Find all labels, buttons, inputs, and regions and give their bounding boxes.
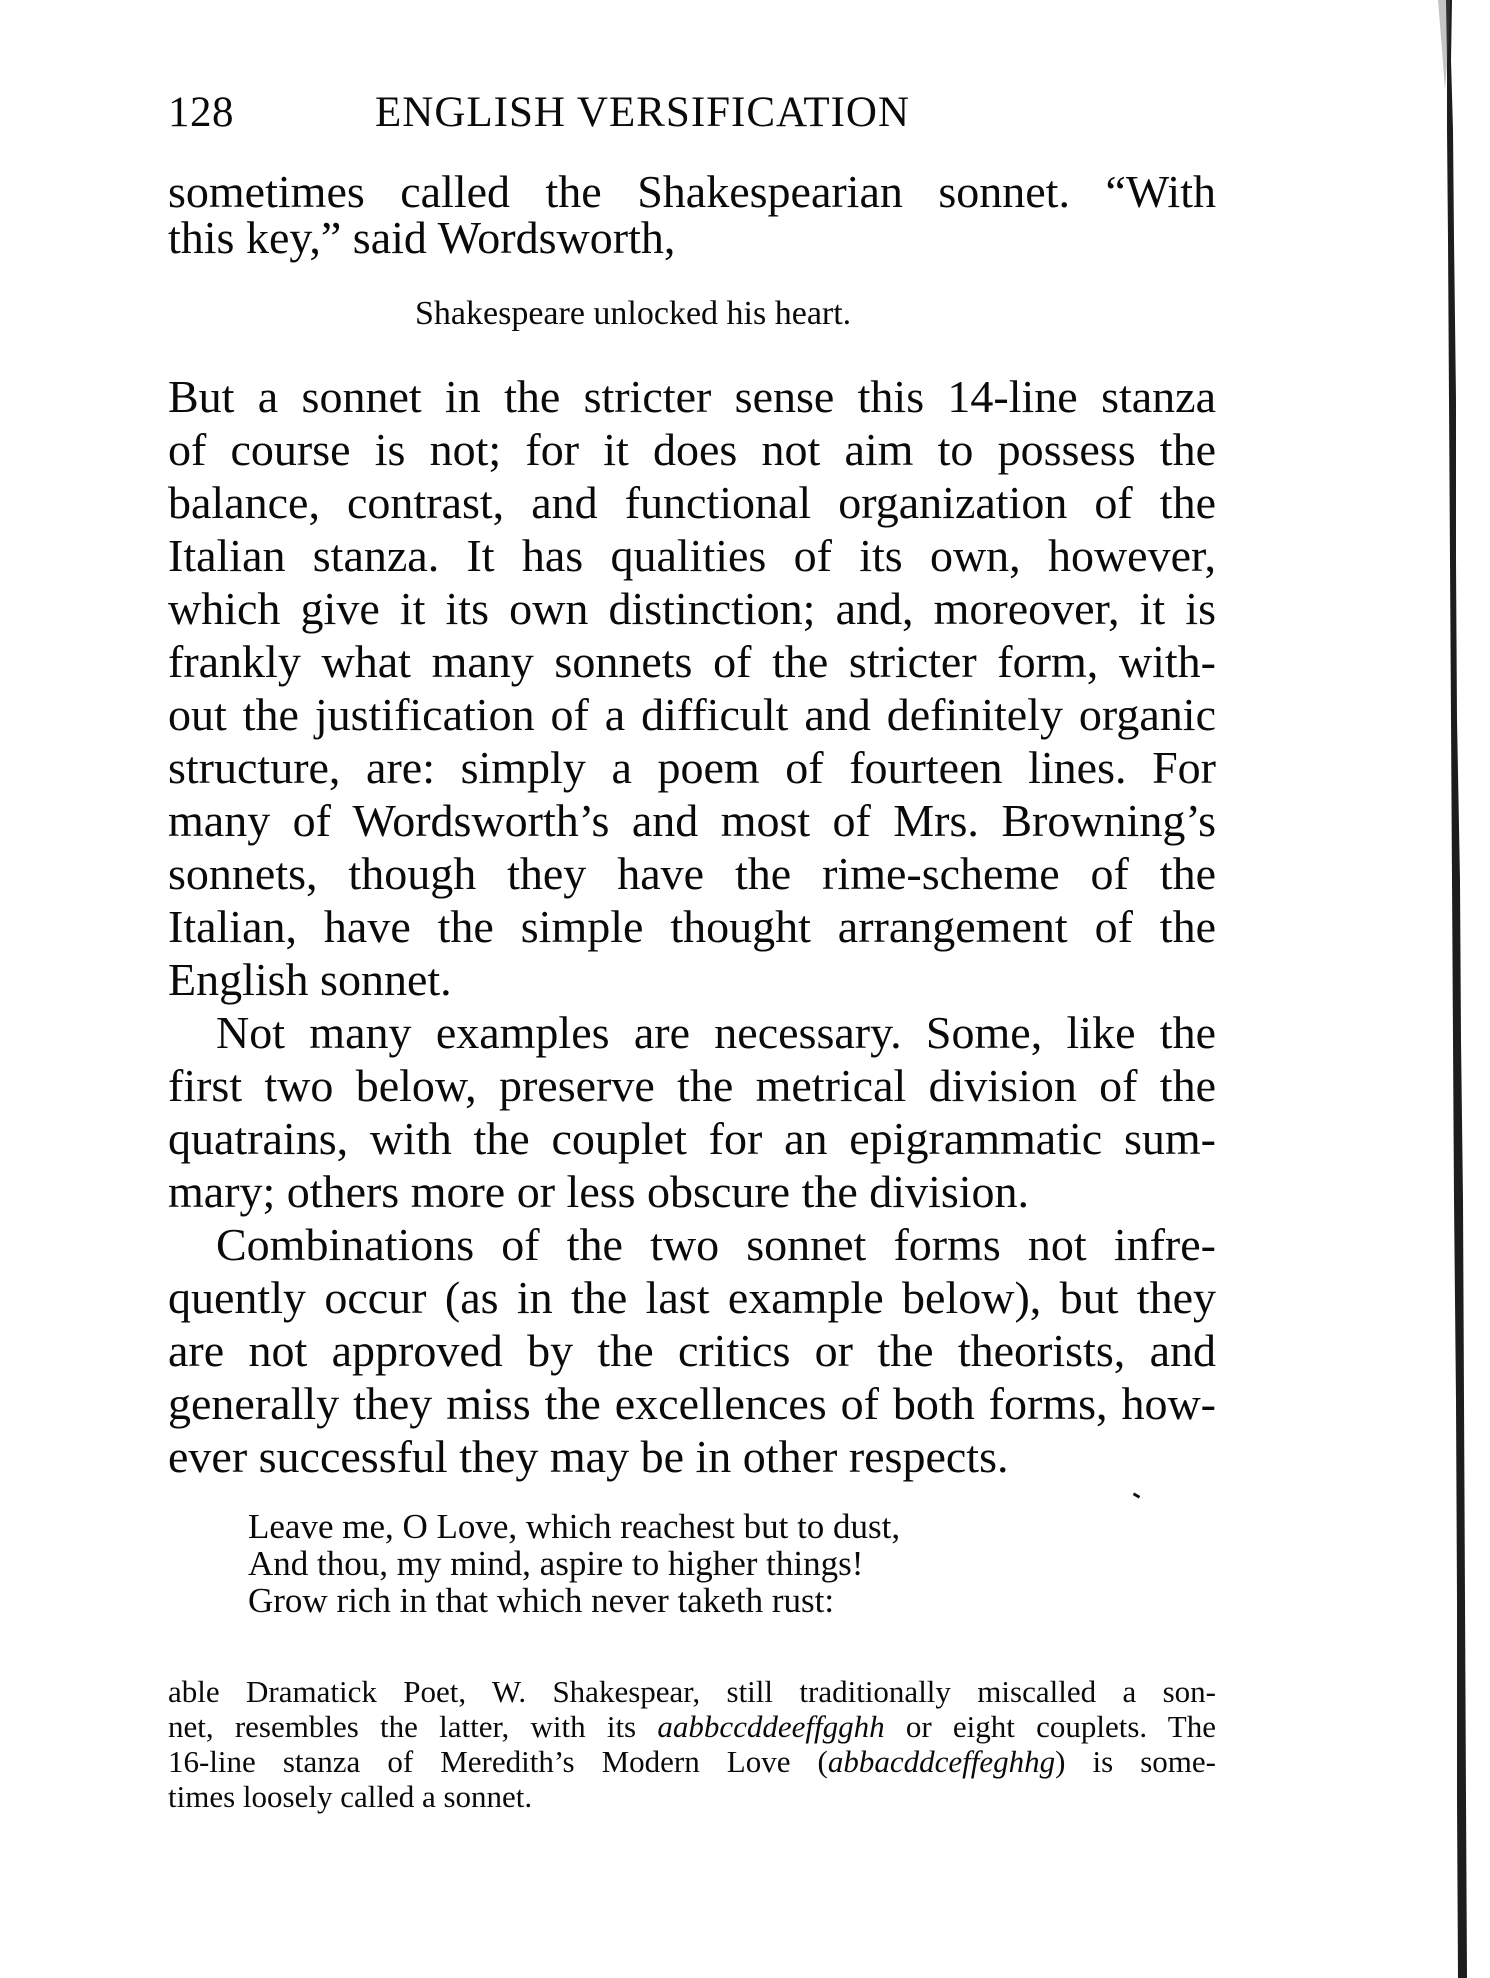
paragraph-3-line: first two below, preserve the metrical division of the [168,1060,1216,1111]
paragraph-2-line: many of Wordsworth’s and most of Mrs. Browning’s [168,795,1216,846]
paragraph-2-line: Italian stanza. It has qualities of its own, however, [168,530,1216,581]
paragraph-3-line: Not many examples are necessary. Some, like the [216,1007,1216,1058]
paragraph-2-line: English sonnet. [168,954,452,1005]
footnote-text: ) is some- [1055,1744,1217,1779]
paragraph-4-line: ever successful they may be in other respects. [168,1431,1009,1482]
scan-speck [1133,1492,1141,1498]
paragraph-2-line: sonnets, though they have the rime-scheme of the [168,848,1216,899]
page-number: 128 [168,89,234,136]
poem-line: Leave me, O Love, which reachest but to dust, [248,1507,901,1546]
footnote-text: or eight couplets. The [884,1709,1216,1744]
rime-scheme-italic: abbacddceffeghhg [827,1744,1056,1779]
footnote-line [168,1744,1216,1780]
paragraph-2-line: which give it its own distinction; and, moreover, it is [168,583,1216,634]
paragraph-3-line: quatrains, with the couplet for an epigrammatic sum- [168,1113,1216,1164]
paragraph-2-line: Italian, have the simple thought arrangement of the [168,901,1216,952]
poem-line: And thou, my mind, aspire to higher things! [248,1544,864,1583]
paragraph-4-line: Combinations of the two sonnet forms not infre- [216,1219,1216,1270]
quotation-line: Shakespeare unlocked his heart. [415,295,852,332]
footnote-text: net, resembles the latter, with its [168,1709,658,1744]
paragraph-3-line: mary; others more or less obscure the division. [168,1166,1030,1217]
paragraph-4-line: generally they miss the excellences of both forms, how- [168,1378,1216,1429]
paragraph-1-line: this key,” said Wordsworth, [168,212,676,263]
paragraph-2-line: frankly what many sonnets of the stricter form, with- [168,636,1216,687]
paragraph-2-line: of course is not; for it does not aim to possess the [168,424,1216,475]
paragraph-2-line: out the justification of a difficult and definitely organic [168,689,1216,740]
footnote-line [168,1709,1216,1745]
paragraph-4-line: are not approved by the critics or the theorists, and [168,1325,1216,1376]
footnote-line: times loosely called a sonnet. [168,1779,533,1814]
paragraph-1-line: sometimes called the Shakespearian sonnet. “With [168,166,1216,217]
footnote-line: able Dramatick Poet, W. Shakespear, still traditionally miscalled a son- [168,1674,1216,1709]
footnote-text: 16-line stanza of Meredith’s Modern Love ( [168,1744,828,1779]
paragraph-2-line: But a sonnet in the stricter sense this 14-line stanza [168,371,1216,422]
poem-line: Grow rich in that which never taketh rust: [248,1581,835,1620]
scanned-page-edge [1436,0,1470,1978]
running-title: ENGLISH VERSIFICATION [375,89,911,136]
paragraph-2-line: structure, are: simply a poem of fourteen lines. For [168,742,1216,793]
running-head [168,88,1068,138]
rime-scheme-italic: aabbccddeeffgghh [657,1709,885,1744]
paragraph-4-line: quently occur (as in the last example below), but they [168,1272,1216,1323]
paragraph-2-line: balance, contrast, and functional organization of the [168,477,1216,528]
